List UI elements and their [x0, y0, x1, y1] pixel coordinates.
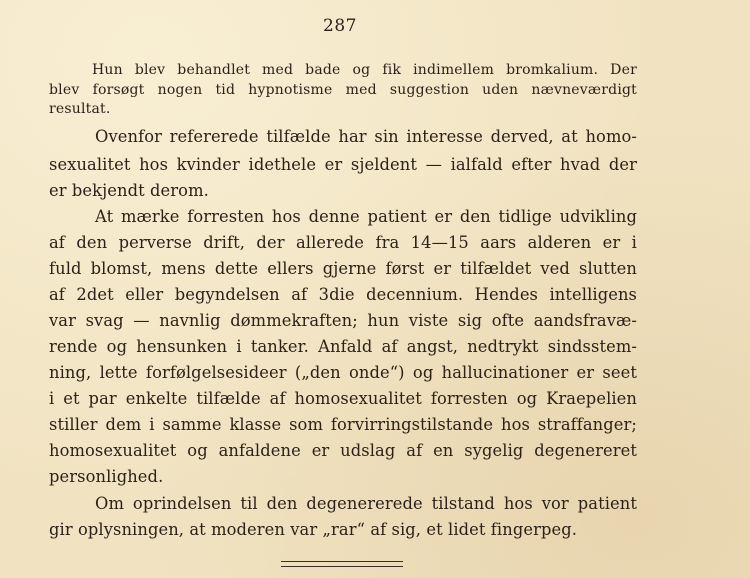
- text-line: Ovenfor refererede tilfælde har sin interesse derved, at homo-: [95, 127, 637, 146]
- text-line: gir oplysningen, at moderen var „rar“ af sig, et lidet fingerpeg.: [49, 520, 578, 539]
- divider-rule: [281, 561, 403, 562]
- text-line: er bekjendt derom.: [49, 181, 209, 200]
- text-line: var svag — navnlig dømmekraften; hun viste sig ofte aandsfravæ-: [49, 311, 637, 330]
- text-line: i et par enkelte tilfælde af homosexualitet forresten og Kraepelien: [49, 389, 637, 408]
- text-line: Hun blev behandlet med bade og fik indimellem bromkalium. Der: [92, 62, 637, 78]
- text-line: resultat.: [49, 101, 111, 117]
- text-line: rende og hensunken i tanker. Anfald af angst, nedtrykt sindsstem-: [49, 337, 637, 356]
- text-line: af den perverse drift, der allerede fra 14—15 aars alderen er i: [49, 233, 637, 252]
- text-line: homosexualitet og anfaldene er udslag af en sygelig degenereret: [49, 441, 637, 460]
- text-line: sexualitet hos kvinder idethele er sjeldent — ialfald efter hvad der: [49, 155, 637, 174]
- text-line: At mærke forresten hos denne patient er den tidlige udvikling: [95, 207, 637, 226]
- text-line: Om oprindelsen til den degenererede tilstand hos vor patient: [95, 494, 637, 513]
- text-line: af 2det eller begyndelsen af 3die decennium. Hendes intelligens: [49, 285, 637, 304]
- text-line: personlighed.: [49, 467, 164, 486]
- text-line: stiller dem i samme klasse som forvirringstilstande hos straffanger;: [49, 415, 637, 434]
- divider-rule: [281, 566, 403, 567]
- text-line: blev forsøgt nogen tid hypnotisme med suggestion uden nævneværdigt: [49, 82, 637, 98]
- text-line: fuld blomst, mens dette ellers gjerne først er tilfældet ved slutten: [49, 259, 637, 278]
- text-line: ning, lette forfølgelsesideer („den onde“) og hallucinationer er seet: [49, 363, 637, 382]
- page-number: 287: [323, 16, 357, 36]
